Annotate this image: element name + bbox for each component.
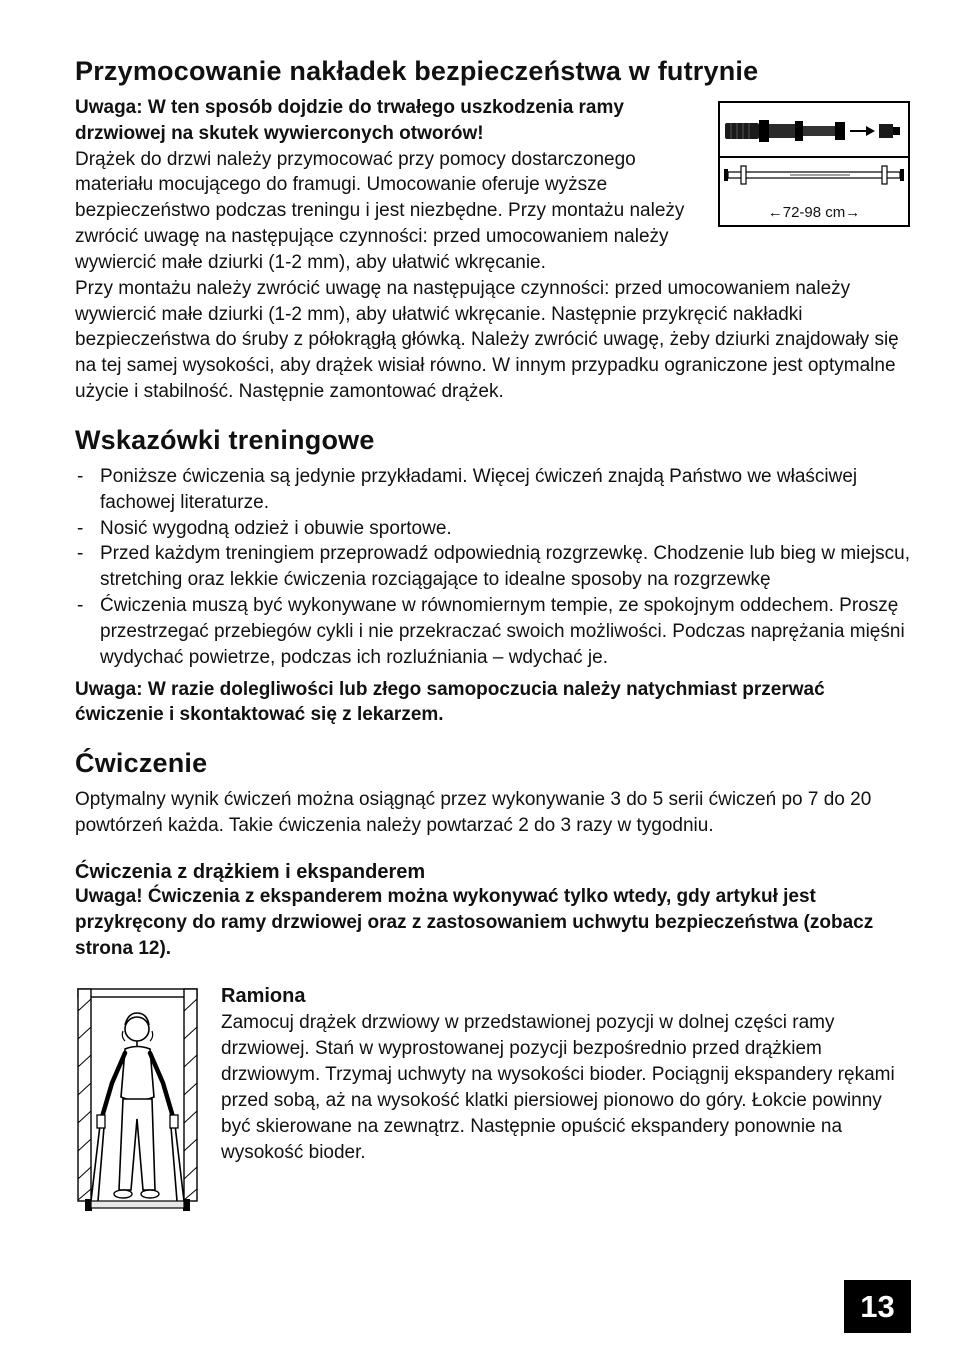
list-item-text: Poniższe ćwiczenia są jedynie przykładami. Więcej ćwiczeń znajdą Państwo we właściwej fachowej literaturze.: [100, 465, 858, 513]
mounting-warning: Uwaga: W ten sposób dojdzie do trwałego uszkodzenia ramy drzwiowej na skutek wywierconych otworów!: [75, 97, 624, 144]
training-warning: Uwaga: W razie dolegliwości lub złego samopoczucia należy natychmiast przerwać ćwiczenie i skontaktować się z lekarzem.: [75, 678, 825, 726]
page-title: Przymocowanie nakładek bezpieczeństwa w futrynie: [75, 56, 759, 86]
page-number: 13: [860, 1288, 895, 1324]
expander-warning: Uwaga! Ćwiczenia z ekspanderem można wykonywać tylko wtedy, gdy artykuł jest przykręcony do ramy drzwiowej oraz z zastosowaniem uchwytu bezpieczeństwa (zobacz strona 12).: [75, 885, 874, 959]
list-item: [75, 464, 910, 516]
training-tips-title: Wskazówki treningowe: [75, 424, 375, 455]
section-exercise: [75, 748, 910, 1223]
list-item-text: Nosić wygodną odzież i obuwie sportowe.: [100, 517, 452, 539]
pull-up-bar-figure: [718, 101, 910, 227]
dash-marker: -: [77, 465, 84, 487]
arms-title: Ramiona: [221, 985, 306, 1008]
dash-marker: -: [77, 543, 84, 565]
exercise-title: Ćwiczenie: [75, 748, 208, 779]
exercise-person-illustration: [75, 987, 201, 1217]
dash-marker: -: [77, 517, 84, 539]
arms-body: Zamocuj drążek drzwiowy w przedstawionej pozycji w dolnej części ramy drzwiowej. Stań w wyprostowanej pozycji bezpośrednio przed drążkiem drzwiowym. Trzymaj uchwyty na wysokości bioder. Pociągnij ekspandery rękami przed sobą, aż na wysokość klatki piersiowej pionowo do góry. Łokcie powinny być skierowane na zewnątrz. Następnie opuścić ekspandery ponownie na wysokość bioder.: [221, 1012, 895, 1163]
subsection-title-expander: Ćwiczenia z drążkiem i ekspanderem: [75, 860, 426, 883]
exercise-person-figure: [75, 987, 201, 1217]
training-tips-list: [75, 464, 910, 671]
exercise-intro: Optymalny wynik ćwiczeń można osiągnąć przez wykonywanie 3 do 5 serii ćwiczeń po 7 do 20 powtórzeń każda. Takie ćwiczenia należy powtarzać 2 do 3 razy w tygodniu.: [75, 789, 872, 837]
page-number-badge: [844, 1280, 911, 1333]
section-training-tips: [75, 425, 910, 728]
list-item: [75, 516, 910, 542]
list-item-text: Ćwiczenia muszą być wykonywane w równomiernym tempie, ze spokojnym oddechem. Proszę przestrzegać przebiegów cykli i nie przekraczać swoich możliwości. Podczas naprężania mięśni wydychać powietrze, podczas ich rozluźniania – wdychać je.: [100, 595, 905, 668]
dash-marker: -: [77, 595, 84, 617]
arms-exercise-block: [75, 985, 910, 1223]
dimension-label: ←72-98 cm→: [767, 204, 861, 221]
section-mounting: [75, 56, 910, 405]
arms-text-block: [221, 985, 910, 1165]
mounting-paragraph-2: Przy montażu należy zwrócić uwagę na następujące czynności: przed umocowaniem należy wywiercić małe dziurki (1-2 mm), aby ułatwić wkręcanie. Następnie przykręcić nakładki bezpieczeństwa do śruby z półokrągłą główką. Należy zwrócić uwagę, żeby dziurki znajdowały się na tej samej wysokości, aby drążek wisiał równo. W innym przypadku ograniczone jest optymalne użycie i stabilność. Następnie zamontować drążek.: [75, 277, 899, 403]
mounting-paragraph-1: Drążek do drzwi należy przymocować przy pomocy dostarczonego materiału mocującego do framugi. Umocowanie oferuje wyższe bezpieczeństwo podczas treningu i jest niezbędne. Przy montażu należy zwrócić uwagę na następujące czynności: przed umocowaniem należy wywiercić małe dziurki (1-2 mm), aby ułatwić wkręcanie.: [75, 148, 685, 273]
list-item-text: Przed każdym treningiem przeprowadź odpowiednią rozgrzewkę. Chodzenie lub bieg w miejscu, stretching oraz lekkie ćwiczenia rozciągające to idealne sposoby na rozgrzewkę: [100, 543, 911, 591]
list-item: [75, 541, 910, 593]
pull-up-bar-illustration: [720, 103, 908, 203]
list-item: [75, 593, 910, 670]
